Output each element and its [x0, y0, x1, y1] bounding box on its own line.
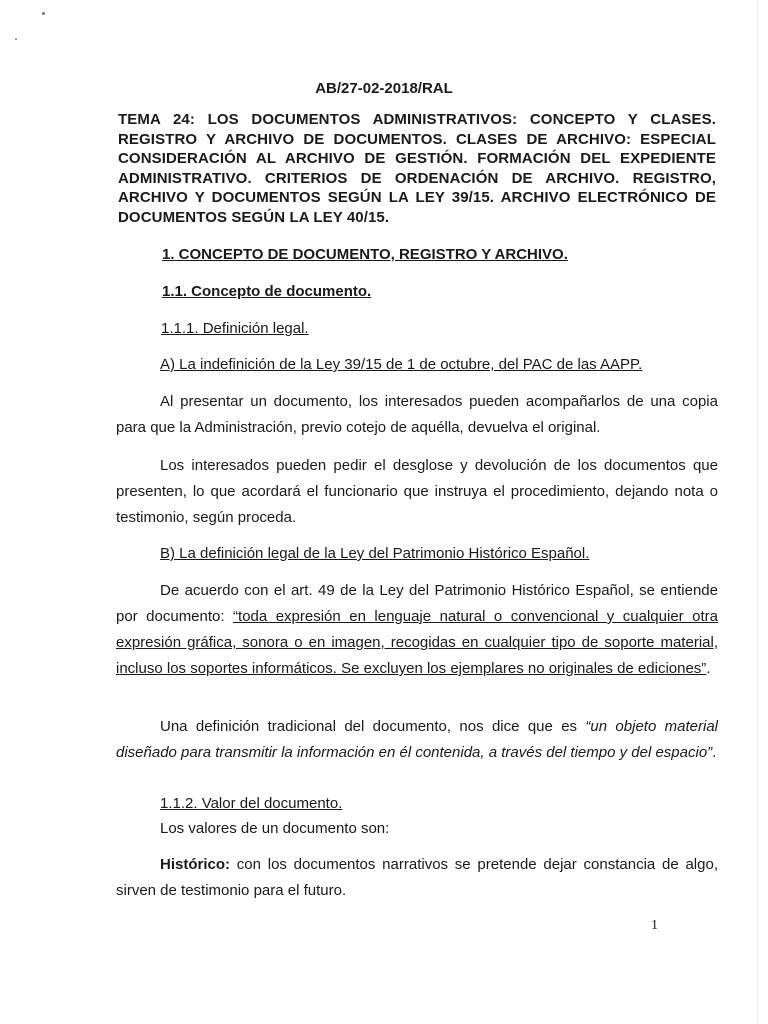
topic-title: TEMA 24: LOS DOCUMENTOS ADMINISTRATIVOS: CONCEPTO Y CLASES. REGISTRO Y ARCHIVO DE DOCUMENTOS. CLASES DE ARCHIVO: ESPECIAL CONSIDERACIÓN AL ARCHIVO DE GESTIÓN. FORMACIÓN DEL EXPEDIENTE ADMINISTRATIVO. CRITERIOS DE ORDENACIÓN DE ARCHIVO. REGISTRO, ARCHIVO Y DOCUMENTOS SEGÚN LA LEY 39/15. ARCHIVO ELECTRÓNICO DE DOCUMENTOS SEGÚN LA LEY 40/15. — [118, 111, 716, 226]
subsubsection-heading: 1.1.1. Definición legal. — [161, 320, 309, 337]
page-number: 1 — [651, 918, 658, 933]
section-heading: 1. CONCEPTO DE DOCUMENTO, REGISTRO Y ARCHIVO. — [162, 246, 568, 263]
scan-speck — [42, 12, 45, 15]
valor-heading: 1.1.2. Valor del documento. — [160, 795, 343, 812]
scan-speck — [15, 38, 17, 40]
historico-label: Histórico: — [160, 856, 231, 873]
subsection-b-heading: B) La definición legal de la Ley del Patrimonio Histórico Español. — [160, 545, 590, 562]
page-edge — [757, 0, 758, 1024]
definicion-intro: Una definición tradicional del documento, nos dice que es — [160, 718, 586, 735]
art-49-end: . — [706, 660, 711, 677]
subsection-heading: 1.1. Concepto de documento. — [162, 283, 372, 300]
paragraph-art-49 — [116, 578, 718, 682]
historico-text: con los documentos narrativos se pretende dejar constancia de algo, sirven de testimonio para el futuro. — [116, 856, 718, 899]
paragraph-historico — [116, 852, 718, 904]
art-49-intro: De acuerdo con el art. 49 de la Ley del Patrimonio Histórico Español, se entiende por documento: — [116, 582, 718, 625]
valores-intro: Los valores de un documento son: — [160, 820, 390, 837]
subsection-a-heading: A) La indefinición de la Ley 39/15 de 1 de octubre, del PAC de las AAPP. — [160, 356, 643, 373]
paragraph-copia: Al presentar un documento, los interesados pueden acompañarlos de una copia para que la Administración, previo cotejo de aquélla, devuelva el original. — [116, 393, 718, 436]
paragraph-desglose: Los interesados pueden pedir el desglose y devolución de los documentos que presenten, lo que acordará el funcionario que instruya el procedimiento, dejando nota o testimonio, según proceda. — [116, 457, 718, 526]
paragraph-definicion-tradicional — [116, 714, 718, 766]
definicion-end: . — [712, 744, 717, 761]
document-reference: AB/27-02-2018/RAL — [315, 80, 453, 97]
definicion-quote: “un objeto material diseñado para transmitir la información en él contenida, a través del tiempo y del espacio” — [116, 718, 719, 761]
art-49-quote: “toda expresión en lenguaje natural o convencional y cualquier otra expresión gráfica, sonora o en imagen, recogidas en cualquier tipo de soporte material, incluso los soportes informáticos. Se excluyen los ejemplares no originales de ediciones” — [116, 608, 718, 677]
